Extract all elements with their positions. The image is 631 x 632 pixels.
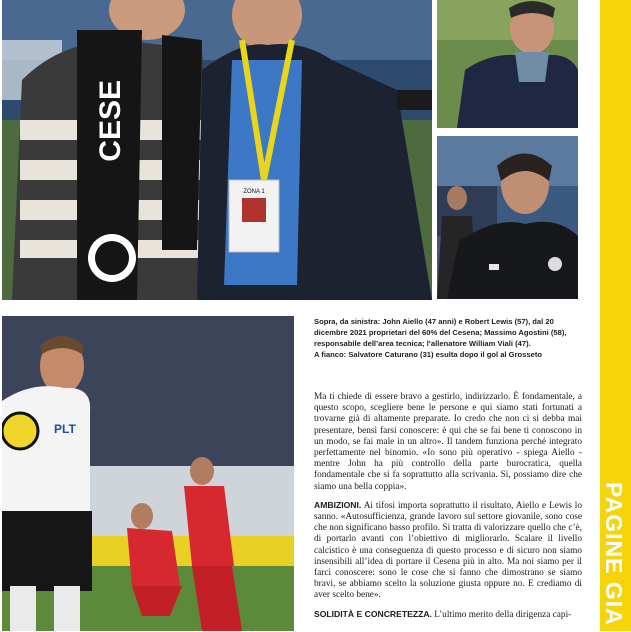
subhead-ambizioni: AMBIZIONI. [314, 499, 362, 510]
caption-line-3: responsabile dell’area tecnica; l’allenatore William Viali (47). [314, 339, 531, 348]
caption-line-1: Sopra, da sinistra: John Aiello (47 anni) e Robert Lewis (57), dal 20 [314, 317, 554, 326]
article-body [314, 392, 582, 628]
article-paragraph-3 [314, 609, 582, 621]
article-paragraph-3-text: L’ultimo merito della dirigenza capi- [431, 609, 572, 620]
article-paragraph-2-text: Ai tifosi importa soprattutto il risultato, Aiello e Lewis lo sanno. «Autosufficienza, grande lavoro sul settore giovanile, sono cose che non significano basso profilo. Si tratta di valorizzare quello che c’è, di portarlo avanti con l’obiettivo di migliorarlo. Scalare il livello calcistico è una conseguenza di questo processo e di sicuro non siamo insensibili all’idea di portare il Cesena più in alto. Ma noi siamo per il farci conoscere: sono le cose che si fanno che dimostrano se siamo bravi, se abbiamo scelto la soluzione giusta oppure no. E crediamo di aver scelto bene». [314, 500, 582, 601]
photo-caturano [2, 316, 294, 631]
lanyard-badge-text: ZONA 1 [243, 189, 265, 195]
subhead-solidita: SOLIDITÀ E CONCRETEZZA. [314, 608, 432, 619]
article-paragraph-1: Ma ti chiede di essere bravo a gestirlo, indirizzarlo. È fondamentale, a questo scopo, scegliere bene le persone e qui siamo stati fortunati a trovarne già di altamente preparate. Io credo che non ci si debba mai presentare, bensì farsi conoscere: è qui che se fai bene ti conoscono in un modo, se fai male in un altro». Il tandem funziona perché integrato perfettamente nel binomio. «Io sono più operativo - spiega Aiello - mentre John ha più controllo della parte burocratica, quella fondamentale che si fa soprattutto alla scrivania. Sì, possiamo dire che siamo una bella coppia». [314, 392, 582, 492]
side-label-text: PAGINE GIA [601, 482, 627, 626]
photo-aiello-lewis [2, 0, 432, 300]
caption-line-4: A fianco: Salvatore Caturano (31) esulta dopo il gol al Grosseto [314, 350, 542, 359]
photo-agostini [437, 0, 578, 128]
jersey-sponsor-text: PLT [54, 422, 76, 436]
scarf-text: CESE [94, 80, 127, 162]
caption-line-2: dicembre 2021 proprietari del 60% del Cesena; Massimo Agostini (58), [314, 328, 567, 337]
side-section-label [596, 482, 631, 632]
article-paragraph-2 [314, 500, 582, 602]
photo-caption [314, 316, 566, 360]
photo-viali [437, 136, 578, 299]
